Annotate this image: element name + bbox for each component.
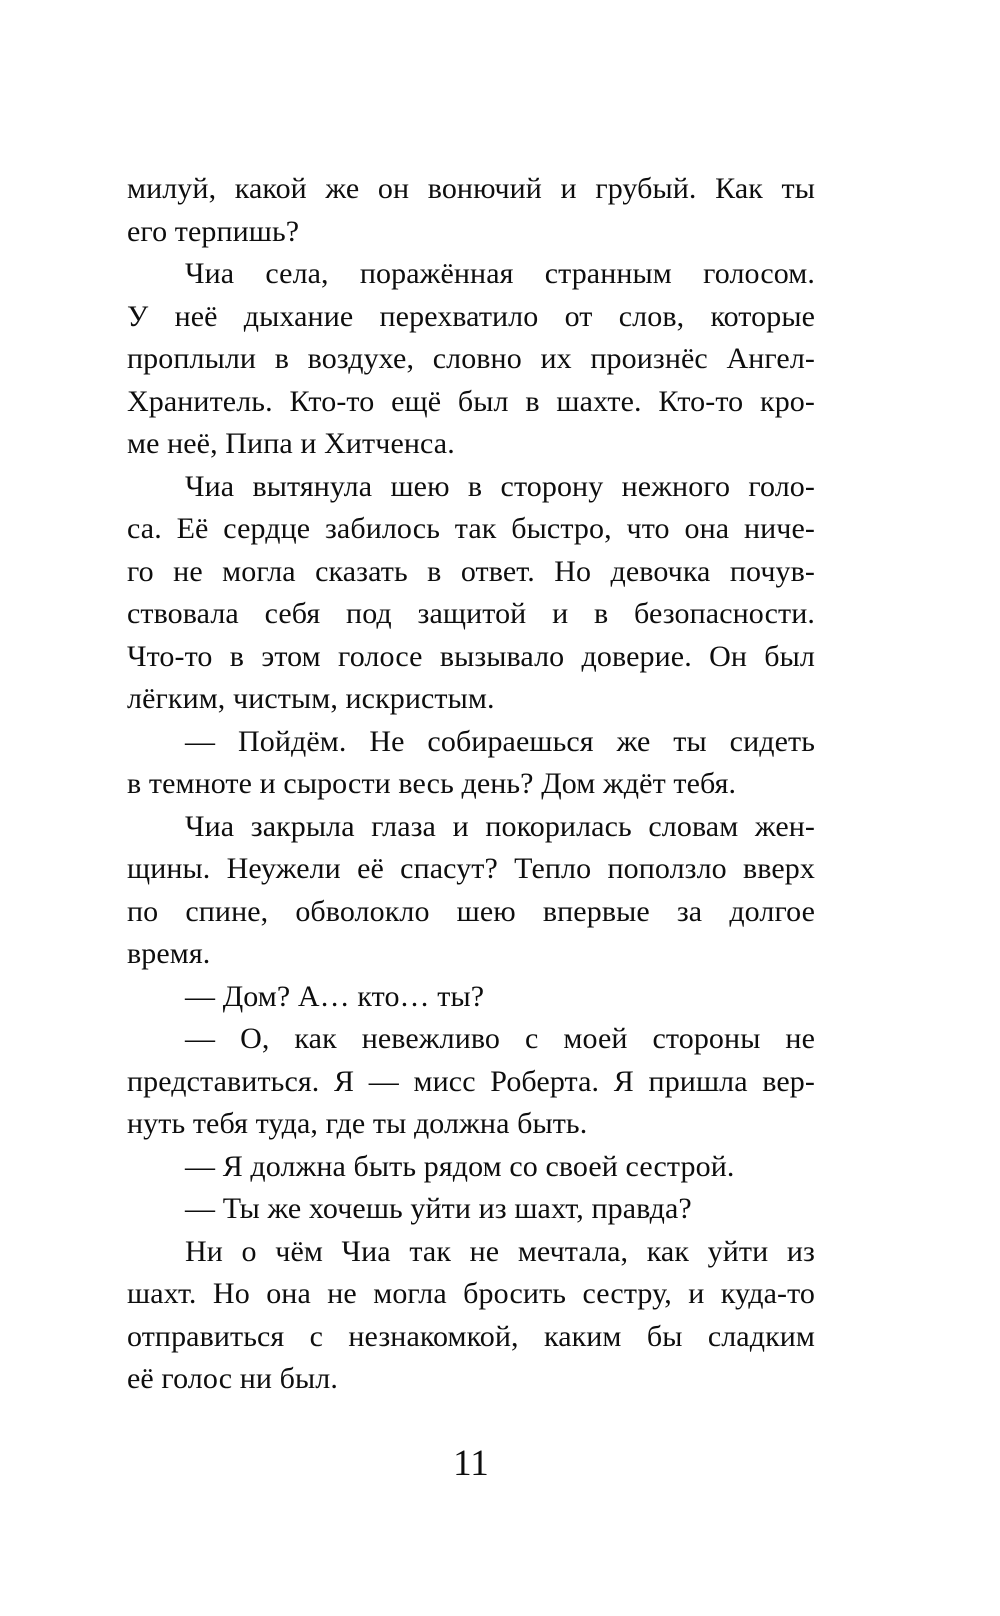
text-line: отправиться с незнакомкой, каким бы сладким — [127, 1319, 815, 1353]
paragraph — [127, 253, 815, 466]
text-line: его терпишь? — [127, 214, 300, 248]
page-number: 11 — [453, 1443, 489, 1484]
text-line: са. Её сердце забилось так быстро, что она ниче- — [127, 512, 815, 545]
text-line: шахт. Но она не могла бросить сестру, и куда-то — [127, 1277, 815, 1310]
paragraph — [127, 806, 815, 976]
text-line: её голос ни был. — [127, 1362, 338, 1395]
text-line: — Ты же хочешь уйти из шахт, правда? — [185, 1192, 692, 1225]
text-line: — Дом? А… кто… ты? — [185, 979, 485, 1013]
text-line: нуть тебя туда, где ты должна быть. — [127, 1107, 588, 1140]
text-line: проплыли в воздухе, словно их произнёс Ангел- — [127, 342, 815, 375]
paragraph — [127, 168, 815, 253]
text-line: ме неё, Пипа и Хитченса. — [127, 427, 455, 460]
text-line: по спине, обволокло шею впервые за долгое — [127, 894, 815, 928]
text-line: ствовала себя под защитой и в безопасности. — [127, 597, 815, 630]
text-line: Ни о чём Чиа так не мечтала, как уйти из — [185, 1234, 815, 1268]
text-line: — Я должна быть рядом со своей сестрой. — [185, 1149, 735, 1183]
text-line: Чиа вытянула шею в сторону нежного голо- — [185, 469, 815, 503]
text-line: Чиа села, поражённая странным голосом. — [185, 257, 815, 290]
paragraph — [127, 1146, 815, 1189]
page-text-block — [127, 168, 815, 1401]
text-line: милуй, какой же он вонючий и грубый. Как ты — [127, 172, 815, 205]
text-line: представиться. Я — мисс Роберта. Я пришла вер- — [127, 1064, 815, 1098]
text-line: в темноте и сырости весь день? Дом ждёт тебя. — [127, 767, 737, 800]
paragraph — [127, 976, 815, 1019]
paragraph — [127, 1188, 815, 1231]
paragraph — [127, 466, 815, 721]
text-line: Чиа закрыла глаза и покорилась словам жен- — [185, 809, 815, 843]
text-line: Что-то в этом голосе вызывало доверие. Он был — [127, 639, 815, 673]
paragraph — [127, 1231, 815, 1401]
text-line: го не могла сказать в ответ. Но девочка почув- — [127, 554, 815, 588]
text-line: время. — [127, 937, 211, 970]
paragraph — [127, 1018, 815, 1146]
text-line: лёгким, чистым, искристым. — [127, 682, 495, 715]
text-line: — Пойдём. Не собираешься же ты сидеть — [185, 724, 815, 758]
text-line: У неё дыхание перехватило от слов, которые — [127, 299, 815, 333]
text-line: щины. Неужели её спасут? Тепло поползло вверх — [127, 852, 815, 885]
text-line: Хранитель. Кто-то ещё был в шахте. Кто-то кро- — [127, 384, 815, 418]
text-line: — О, как невежливо с моей стороны не — [185, 1022, 815, 1055]
paragraph — [127, 721, 815, 806]
